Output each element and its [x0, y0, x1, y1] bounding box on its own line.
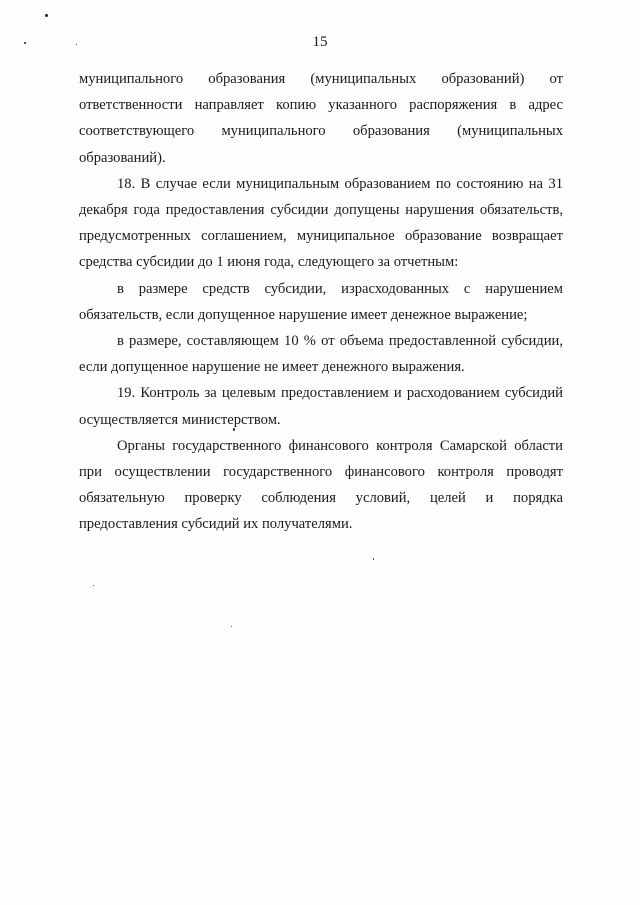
paragraph-continuation: муниципального образования (муниципальных образований) от ответственности направляет копию указанного распоряжения в адрес соответствующего муниципального образования (муниципальных образований).	[79, 71, 563, 166]
scan-speck	[231, 626, 232, 627]
scan-speck	[373, 558, 374, 560]
paragraph-item-18: 18. В случае если муниципальным образованием по состоянию на 31 декабря года предоставления субсидии допущены нарушения обязательств, предусмотренных соглашением, муниципальное образование возвращает средства субсидии до 1 июня года, следующего за отчетным:	[79, 175, 563, 271]
document-body	[79, 66, 563, 538]
page-number: 15	[312, 34, 328, 50]
paragraph-subitem-non-monetary: в размере, составляющем 10 % от объема предоставленной субсидии, если допущенное нарушение не имеет денежного выражения.	[79, 333, 563, 376]
paragraph-subitem-monetary: в размере средств субсидии, израсходованных с нарушением обязательств, если допущенное нарушение имеет денежное выражение;	[79, 280, 563, 323]
paragraph-item-19: 19. Контроль за целевым предоставлением и расходованием субсидий осуществляется министерством.	[79, 385, 563, 428]
scan-speck	[45, 14, 48, 17]
paragraph-financial-control: Органы государственного финансового контроля Самарской области при осуществлении государственного финансового контроля проводят обязательную проверку соблюдения условий, целей и порядка предоставления субсидий их получателями.	[79, 437, 563, 533]
scan-speck	[93, 585, 94, 586]
